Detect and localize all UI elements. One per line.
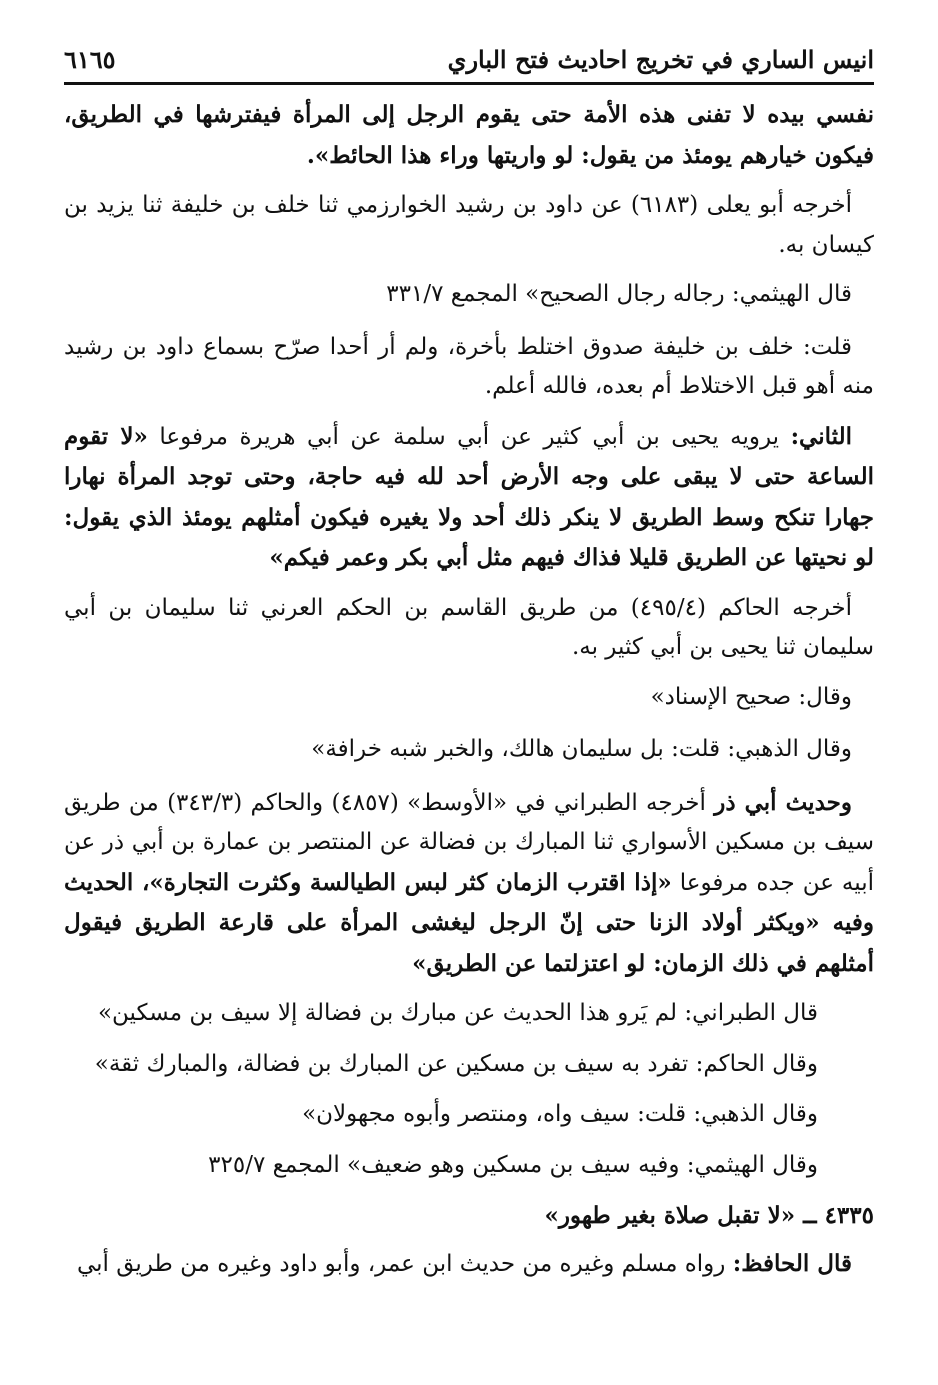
hadith-heading: ٤٣٣٥ ــ «لا تقبل صلاة بغير طهور» <box>544 1202 874 1229</box>
paragraph-15 <box>64 1244 874 1285</box>
paragraph-lead: وحديث أبي ذر <box>714 788 852 816</box>
hadith-text: «إذا اقترب الزمان كثر لبس الطيالسة وكثرت التجارة»، الحديث وفيه «ويكثر أولاد الزنا حتى إنّ الرجل ليغشى المرأة على قارعة الطريق فيقول أمثلهم في ذلك الزمان: لو اعتزلتما عن الطريق» <box>64 868 874 977</box>
running-title: انيس الساري في تخريج احاديث فتح الباري <box>447 45 874 74</box>
paragraph-5 <box>64 417 874 579</box>
paragraph-6: أخرجه الحاكم (٤٩٥/٤) من طريق القاسم بن الحكم العرني ثنا سليمان بن أبي سليمان ثنا يحيى بن أبي كثير به. <box>64 594 874 660</box>
paragraph-text: يرويه يحيى بن أبي كثير عن أبي سلمة عن أبي هريرة مرفوعا <box>147 423 791 450</box>
paragraph-lead: الثاني: <box>790 422 852 450</box>
paragraph-lead: قال الحافظ: <box>732 1249 852 1277</box>
paragraph-9 <box>64 783 874 985</box>
paragraph-text: أخرجه الطبراني في «الأوسط» (٤٨٥٧) والحاكم (٣٤٣/٣) من طريق سيف بن مسكين الأسواري ثنا المبارك بن فضالة عن المنتصر بن عمارة بن أبي ذر عن أبيه عن جده مرفوعا <box>64 789 874 896</box>
paragraph-11: وقال الحاكم: تفرد به سيف بن مسكين عن المبارك بن فضالة، والمبارك ثقة» <box>94 1050 818 1077</box>
hadith-text: «لا تقوم الساعة حتى لا يبقى على وجه الأرض أحد لله فيه حاجة، وحتى توجد المرأة نهارا جهارا تنكح وسط الطريق لا ينكر ذلك أحد ولا يغيره فيكون أمثلهم يومئذ الذي يقول: لو نحيتها عن الطريق قليلا فذاك فيهم مثل أبي بكر وعمر فيكم» <box>64 422 874 571</box>
paragraph-2: أخرجه أبو يعلى (٦١٨٣) عن داود بن رشيد الخوارزمي ثنا خلف بن خليفة ثنا يزيد بن كيسان به. <box>64 192 874 258</box>
paragraph-1 <box>64 95 874 176</box>
hadith-text: نفسي بيده لا تفنى هذه الأمة حتى يقوم الرجل إلى المرأة فيفترشها في الطريق، فيكون خيارهم يومئذ من يقول: لو واريتها وراء هذا الحائط». <box>64 101 874 169</box>
paragraph-13: وقال الهيثمي: وفيه سيف بن مسكين وهو ضعيف» المجمع ٣٢٥/٧ <box>208 1151 818 1178</box>
paragraph-text: رواه مسلم وغيره من حديث ابن عمر، وأبو داود وغيره من طريق أبي <box>76 1250 733 1277</box>
paragraph-12: وقال الذهبي: قلت: سيف واه، ومنتصر وأبوه مجهولان» <box>302 1101 818 1127</box>
paragraph-4: قلت: خلف بن خليفة صدوق اختلط بأخرة، ولم أر أحدا صرّح بسماع داود بن رشيد منه أهو قبل الاختلاط أم بعده، فالله أعلم. <box>64 333 874 399</box>
page-body <box>64 95 874 1284</box>
paragraph-7: وقال: صحيح الإسناد» <box>650 683 852 710</box>
page-number: ٦١٦٥ <box>64 45 116 74</box>
running-header <box>64 44 874 85</box>
paragraph-3: قال الهيثمي: رجاله رجال الصحيح» المجمع ٣٣١/٧ <box>386 281 852 307</box>
paragraph-8: وقال الذهبي: قلت: بل سليمان هالك، والخبر شبه خرافة» <box>311 736 852 762</box>
paragraph-10: قال الطبراني: لم يَرو هذا الحديث عن مبارك بن فضالة إلا سيف بن مسكين» <box>97 1000 818 1026</box>
